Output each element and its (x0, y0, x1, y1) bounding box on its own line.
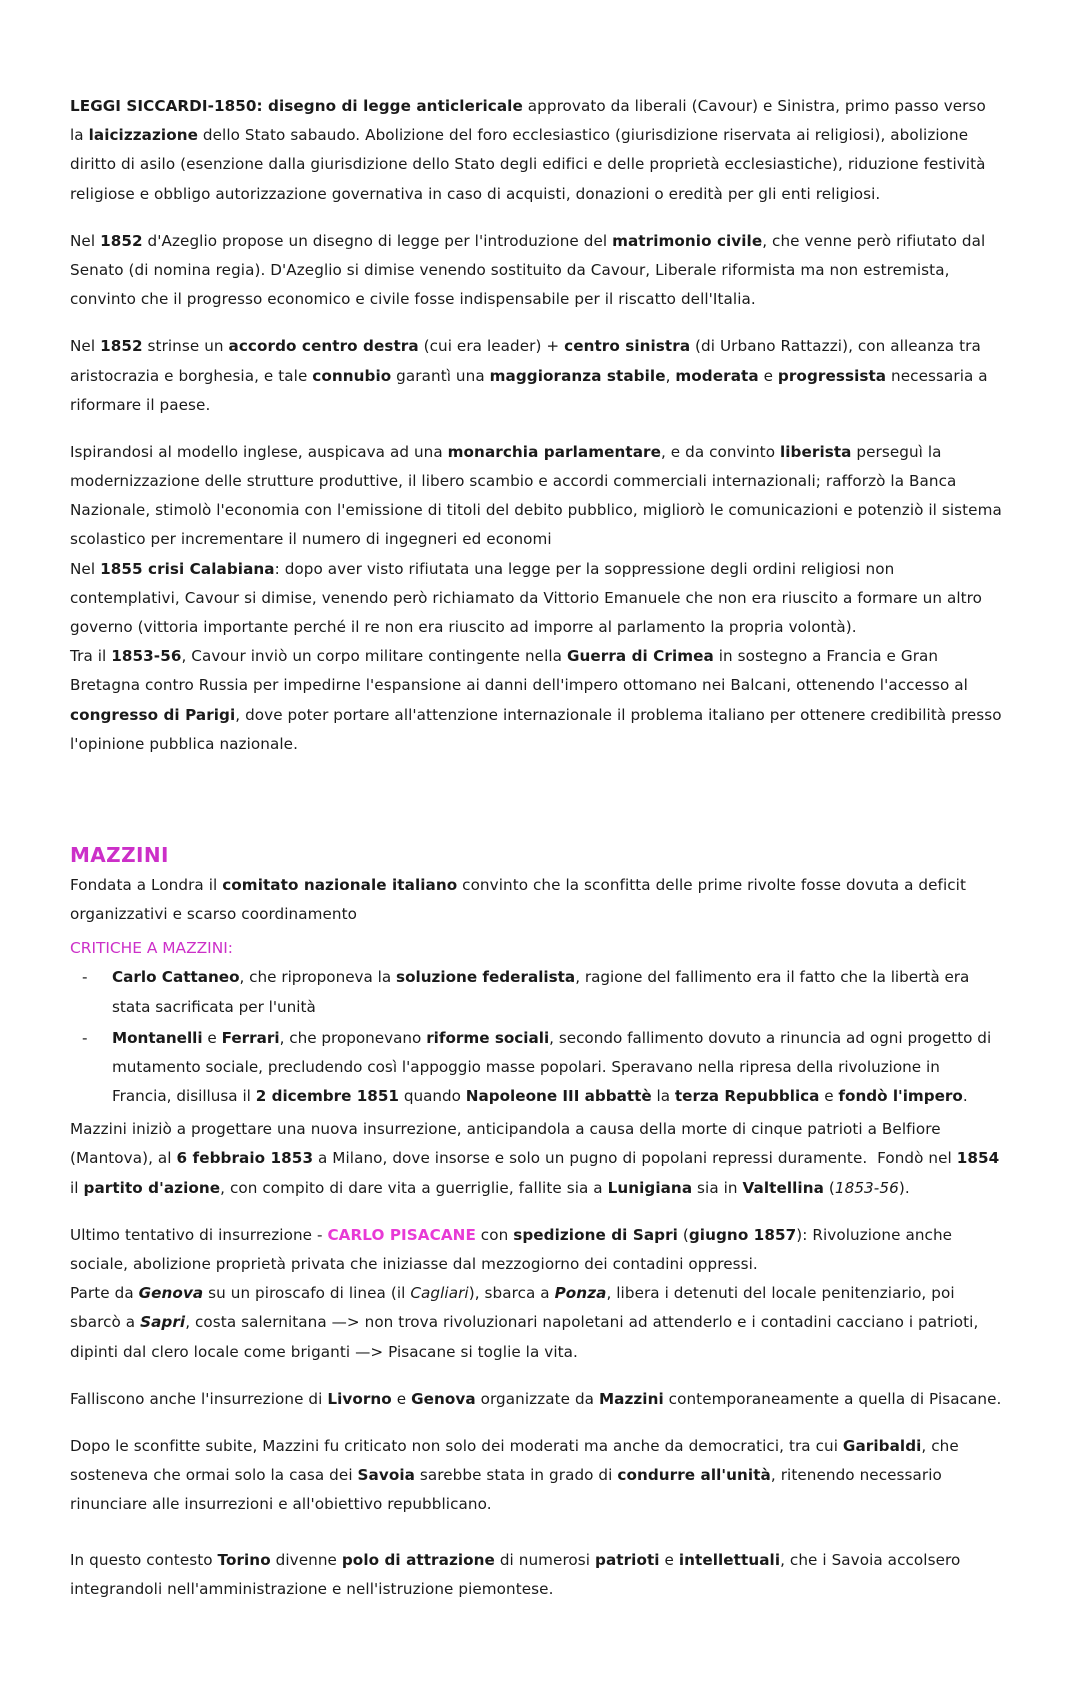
subsection-title-critiche: CRITICHE A MAZZINI: (70, 939, 233, 958)
section-title-mazzini: MAZZINI (70, 842, 169, 867)
list-item: - Montanelli e Ferrari, che proponevano riforme sociali, secondo fallimento dovuto a rinuncia ad ogni progetto di mutamento sociale, precludendo così l'appoggio masse popolari. Speravano nella ripresa della rivoluzione in Francia, disillusa il 2 dicembre 1851 quando Napoleone III abbattè la terza Repubblica e fondò l'impero. (70, 1024, 1004, 1112)
paragraph-pisacane-intro: Ultimo tentativo di insurrezione - CARLO PISACANE con spedizione di Sapri (giugno 1857): Rivoluzione anche sociale, abolizione proprietà privata che iniziasse dal mezzogiorno dei contadini oppressi. (70, 1225, 953, 1273)
paragraph-modello-inglese: Ispirandosi al modello inglese, auspicava ad una monarchia parlamentare, e da convinto liberista perseguì la modernizzazione delle strutture produttive, il libero scambio e accordi commerciali internazionali; rafforzò la Banca Nazionale, stimolò l'economia con l'emissione di titoli del debito pubblico, migliorò le comunicazioni e potenziò il sistema scolastico per incrementare il numero di ingegneri ed economi (70, 442, 1002, 549)
paragraph-critiche-garibaldi: Dopo le sconfitte subite, Mazzini fu criticato non solo dei moderati ma anche da democratici, tra cui Garibaldi, che sosteneva che ormai solo la casa dei Savoia sarebbe stata in grado di condurre all'unità, ritenendo necessario rinunciare alle insurrezioni e all'obiettivo repubblicano. (70, 1436, 959, 1514)
paragraph-mazzini-intro: Fondata a Londra il comitato nazionale italiano convinto che la sconfitta delle prime rivolte fosse dovuta a deficit organizzativi e scarso coordinamento (70, 875, 967, 924)
paragraph-matrimonio-civile: Nel 1852 d'Azeglio propose un disegno di legge per l'introduzione del matrimonio civile, che venne però rifiutato dal Senato (di nomina regia). D'Azeglio si dimise venendo sostituito da Cavour, Liberale riformista ma non estremista, convinto che il progresso economico e civile fosse indispensabile per il riscatto dell'Italia. (70, 231, 986, 309)
list-item: - Carlo Cattaneo, che riproponeva la soluzione federalista, ragione del fallimento era il fatto che la libertà era stata sacrificata per l'unità (70, 963, 1004, 1021)
paragraph-torino: In questo contesto Torino divenne polo di attrazione di numerosi patrioti e intellettuali, che i Savoia accolsero integrandoli nell'amministrazione e nell'istruzione piemontese. (70, 1550, 961, 1598)
paragraph-livorno-genova: Falliscono anche l'insurrezione di Livorno e Genova organizzate da Mazzini contemporaneamente a quella di Pisacane. (70, 1389, 1002, 1408)
section-spacer (70, 777, 1004, 803)
paragraph-spacer (70, 1538, 1004, 1546)
paragraph-guerra-crimea: Tra il 1853-56, Cavour inviò un corpo militare contingente nella Guerra di Crimea in sostegno a Francia e Gran Bretagna contro Russia per impedirne l'espansione ai danni dell'impero ottomano nei Balcani, ottenendo l'accesso al congresso di Parigi, dove poter portare all'attenzione internazionale il problema italiano per ottenere credibilità presso l'opinione pubblica nazionale. (70, 647, 1002, 753)
paragraph-crisi-calabiana: Nel 1855 crisi Calabiana: dopo aver visto rifiutata una legge per la soppressione degli ordini religiosi non contemplativi, Cavour si dimise, venendo però richiamato da Vittorio Emanuele che non era riuscito a formare un altro governo (vittoria importante perché il re non era riuscito ad imporre al parlamento la propria volontà). (70, 559, 983, 636)
critiche-list (70, 963, 1004, 1111)
paragraph-pisacane-viaggio: Parte da Genova su un piroscafo di linea (il Cagliari), sbarca a Ponza, libera i detenuti del locale penitenziario, poi sbarcò a Sapri, costa salernitana —> non trova rivoluzionari napoletani ad attenderlo e i contadini cacciano i patrioti, dipinti dal clero locale come briganti —> Pisacane si toglie la vita. (70, 1284, 979, 1361)
paragraph-connubio: Nel 1852 strinse un accordo centro destra (cui era leader) + centro sinistra (di Urbano Rattazzi), con alleanza tra aristocrazia e borghesia, e tale connubio garantì una maggioranza stabile, moderata e progressista necessaria a riformare il paese. (70, 337, 988, 414)
paragraph-leggi-siccardi: LEGGI SICCARDI-1850: disegno di legge anticlericale approvato da liberali (Cavour) e Sinistra, primo passo verso la laicizzazione dello Stato sabaudo. Abolizione del foro ecclesiastico (giurisdizione riservata ai religiosi), abolizione diritto di asilo (esenzione dalla giurisdizione dello Stato degli edifici e delle proprietà ecclesiastiche), riduzione festività religiose e obbligo autorizzazione governativa in caso di acquisti, donazioni o eredità per gli enti religiosi. (70, 97, 986, 203)
paragraph-belfiore: Mazzini iniziò a progettare una nuova insurrezione, anticipandola a causa della morte di cinque patrioti a Belfiore (Mantova), al 6 febbraio 1853 a Milano, dove insorse e solo un pugno di popolani repressi duramente. Fondò nel 1854 il partito d'azione, con compito di dare vita a guerriglie, fallite sia a Lunigiana sia in Valtellina (1853-56). (70, 1120, 1000, 1197)
